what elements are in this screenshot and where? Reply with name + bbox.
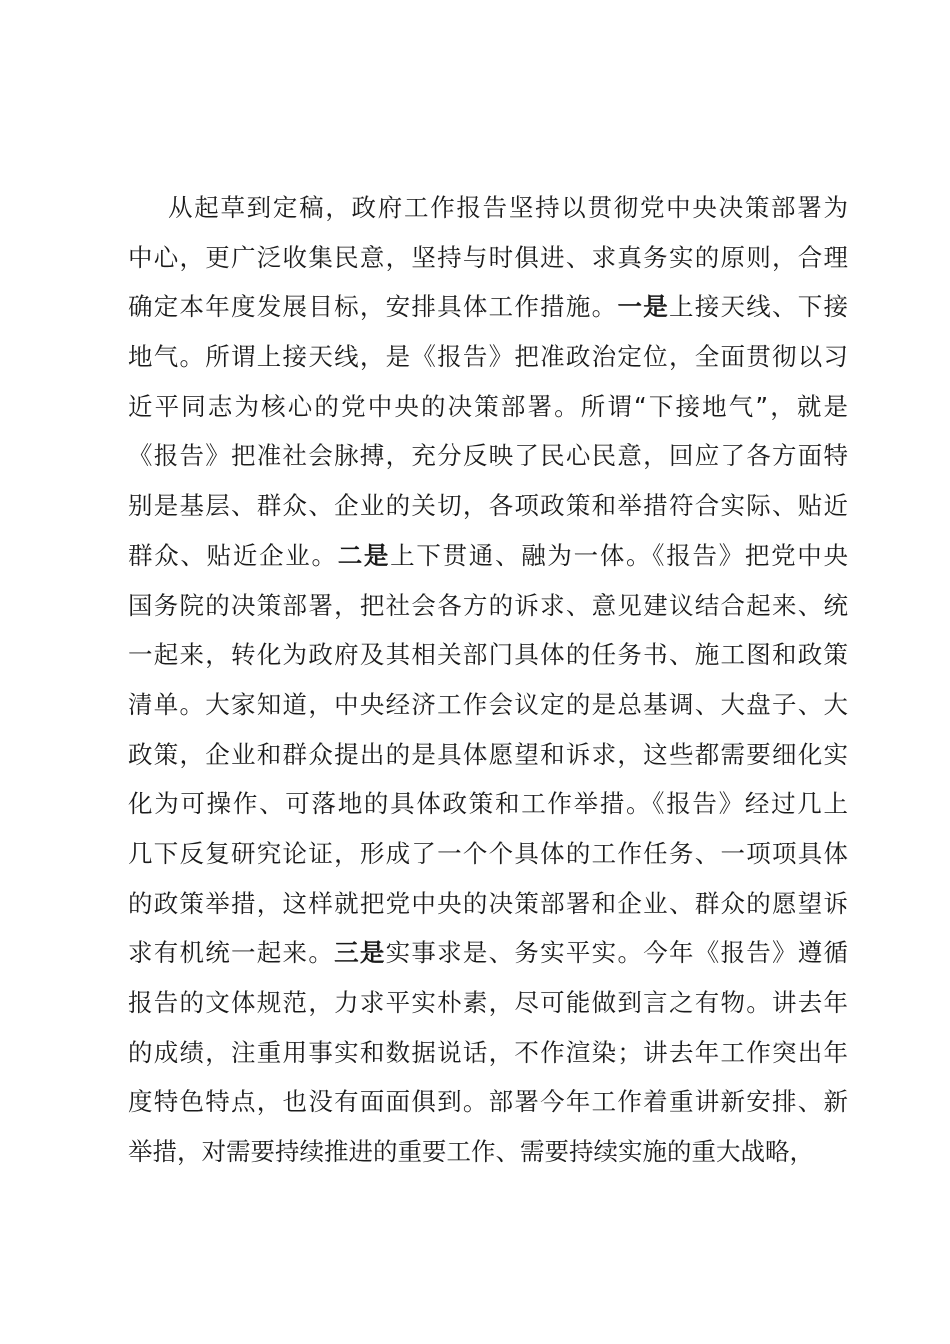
point-marker-one: 一是 — [617, 292, 669, 322]
paragraph-line: 报告的文体规范，力求平实朴素，尽可能做到言之有物。讲去年 — [128, 988, 848, 1017]
paragraph-line: 政策，企业和群众提出的是具体愿望和诉求，这些都需要细化实 — [128, 739, 848, 769]
paragraph-line: 举措，对需要持续推进的重要工作、需要持续实施的重大战略， — [128, 1137, 814, 1167]
paragraph-line: 国务院的决策部署，把社会各方的诉求、意见建议结合起来、统 — [128, 590, 848, 620]
paragraph-line: 一起来，转化为政府及其相关部门具体的任务书、施工图和政策 — [128, 640, 848, 670]
point-marker-three: 三是 — [334, 938, 386, 968]
point-marker-two: 二是 — [337, 540, 391, 570]
paragraph-line: 近平同志为核心的党中央的决策部署。所谓“下接地气”，就是 — [128, 391, 848, 421]
paragraph-line: 的成绩，注重用事实和数据说话，不作渲染；讲去年工作突出年 — [128, 1037, 848, 1067]
paragraph-line: 的政策举措，这样就把党中央的决策部署和企业、群众的愿望诉 — [128, 888, 848, 918]
paragraph-line: 度特色特点，也没有面面俱到。部署今年工作着重讲新安排、新 — [128, 1087, 848, 1117]
paragraph-line: 确定本年度发展目标，安排具体工作措施。一是上接天线、下接 — [128, 292, 849, 322]
paragraph-line: 地气。所谓上接天线，是《报告》把准政治定位，全面贯彻以习 — [128, 342, 848, 372]
paragraph-line: 别是基层、群众、企业的关切，各项政策和举措符合实际、贴近 — [128, 491, 848, 521]
paragraph-line: 《报告》把准社会脉搏，充分反映了民心民意，回应了各方面特 — [128, 441, 848, 471]
paragraph-line: 化为可操作、可落地的具体政策和工作举措。《报告》经过几上 — [128, 789, 848, 819]
paragraph-line: 清单。大家知道，中央经济工作会议定的是总基调、大盘子、大 — [128, 689, 848, 719]
paragraph-line: 从起草到定稿，政府工作报告坚持以贯彻党中央决策部署为 — [168, 193, 848, 222]
body-paragraph — [128, 183, 848, 1177]
paragraph-line: 群众、贴近企业。二是上下贯通、融为一体。《报告》把党中央 — [128, 540, 849, 570]
paragraph-line: 求有机统一起来。三是实事求是、务实平实。今年《报告》遵循 — [128, 938, 849, 968]
paragraph-line: 中心，更广泛收集民意，坚持与时俱进、求真务实的原则，合理 — [128, 242, 848, 272]
paragraph-line: 几下反复研究论证，形成了一个个具体的工作任务、一项项具体 — [128, 838, 848, 868]
